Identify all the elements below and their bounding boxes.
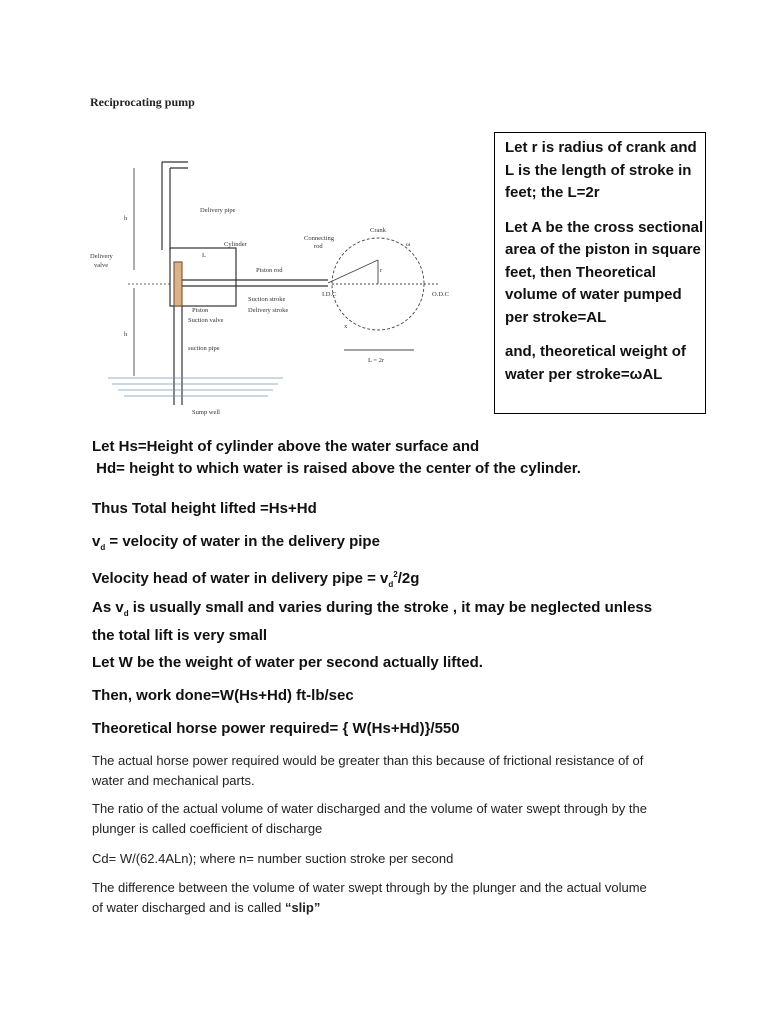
label-omega: ω [406,241,411,248]
pump-diagram [88,150,488,420]
theoretical-horse-power: Theoretical horse power required= { W(Hs+Hd)}/550 [92,720,460,737]
label-hd: h [124,215,128,222]
total-height: Thus Total height lifted =Hs+Hd [92,500,317,517]
cd-formula: Cd= W/(62.4ALn); where n= number suction stroke per second [92,851,454,866]
label-piston-rod: Piston rod [256,267,283,274]
label-delivery-pipe: Delivery pipe [200,207,236,214]
water-surface [108,378,283,396]
label-delivery-stroke: Delivery stroke [248,307,289,314]
label-crank: Crank [370,227,386,234]
definitions-box [494,132,706,414]
label-x: x [344,323,348,330]
delivery-pipe [162,162,188,250]
crank [328,238,438,350]
label-suction-stroke: Suction stroke [248,296,286,303]
slip-definition: The difference between the volume of water swept through by the plunger and the actual volume of water discharged and is called “slip” [92,880,647,915]
actual-horse-power-note: The actual horse power required would be greater than this because of frictional resistance of of water and mechanical parts. [92,753,644,788]
box-paragraph-weight: and, theoretical weight of water per stroke=ωAL [505,343,686,383]
svg-text:rod: rod [314,243,323,250]
label-L: L [202,252,206,259]
label-cylinder: Cylinder [224,241,247,248]
label-L-2r: L = 2r [368,357,385,364]
hs-definition: Let Hs=Height of cylinder above the water surface and Hd= height to which water is raised above the center of the cylinder. [92,438,581,477]
label-odc: O.D.C [432,291,449,298]
height-markers [128,168,172,376]
box-paragraph-volume: Let A be the cross sectional area of the piston in square feet, then Theoretical volume of water pumped per stroke=AL [505,218,704,326]
velocity-head: Velocity head of water in delivery pipe = $v_d^2/2g$ [92,570,420,589]
svg-text:valve: valve [94,262,109,269]
weight-definition: Let W be the weight of water per second actually lifted. [92,654,483,671]
label-suction-valve: Suction valve [188,317,224,324]
box-paragraph-crank: Let r is radius of crank and L is the length of stroke in feet; the L=2r [505,139,697,201]
coefficient-of-discharge-note: The ratio of the actual volume of water discharged and the volume of water swept through by the plunger is called coefficient of discharge [92,801,647,836]
vd-definition: $v_d$ = velocity of water in the delivery pipe [92,533,380,552]
work-done: Then, work done=W(Hs+Hd) ft-lb/sec [92,687,354,704]
label-hs: h [124,331,128,338]
vd-neglect-note: As $v_d$ is usually small and varies during the stroke , it may be neglected unless the total lift is very small [92,599,653,644]
label-r: r [380,267,383,274]
page-title: Reciprocating pump [90,95,195,109]
label-delivery-valve: Delivery [90,253,113,260]
slip-term: “slip” [284,900,321,915]
label-sump-well: Sump well [192,409,220,416]
label-connecting-rod: Connecting [304,235,334,242]
label-piston: Piston [192,307,209,314]
label-idc: I.D.C [322,291,337,298]
label-suction-pipe: suction pipe [188,345,220,352]
